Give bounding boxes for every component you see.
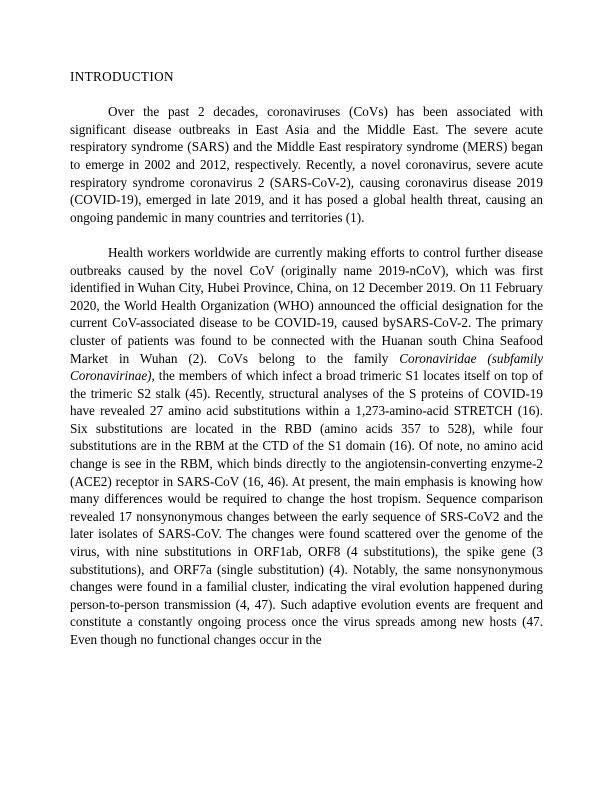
- paragraph-text-continued: the members of which infect a broad trimeric S1 locates itself on top of the trimeric S2 stalk (45). Recently, structural analyses of the S proteins of COVID-19 have revealed 27 amino acid substitutions within a 1,273-amino-acid STRETCH (16). Six substitutions are located in the RBD (amino acids 357 to 528), while four substitutions are in the RBM at the CTD of the S1 domain (16). Of note, no amino acid change is see in the RBM, which binds directly to the angiotensin-converting enzyme-2 (ACE2) receptor in SARS-CoV (16, 46). At present, the main emphasis is knowing how many differences would be required to change the host tropism. Sequence comparison revealed 17 nonsynonymous changes between the early sequence of SRS-CoV2 and the later isolates of SARS-CoV. The changes were found scattered over the genome of the virus, with nine substitutions in ORF1ab, ORF8 (4 substitutions), the spike gene (3 substitutions), and ORF7a (single substitution) (4). Notably, the same nonsynonymous changes were found in a familial cluster, indicating the viral evolution happened during person-to-person transmission (4, 47). Such adaptive evolution events are frequent and constitute a constantly ongoing process once the virus spreads among new hosts (47. Even though no functional changes occur in the: [70, 368, 543, 647]
- page-content: [70, 68, 543, 649]
- paragraph-text: Health workers worldwide are currently making efforts to control further disease outbreaks caused by the novel CoV (originally name 2019-nCoV), which was first identified in Wuhan City, Hubei Province, China, on 12 December 2019. On 11 February 2020, the World Health Organization (WHO) announced the official designation for the current CoV-associated disease to be COVID-19, caused bySARS-CoV-2. The primary cluster of patients was found to be connected with the Huanan south China Seafood Market in Wuhan (2). CoVs belong to the family: [70, 244, 543, 366]
- body-paragraph: [70, 244, 543, 649]
- paragraph-text: Over the past 2 decades, coronaviruses (CoVs) has been associated with significant disease outbreaks in East Asia and the Middle East. The severe acute respiratory syndrome (SARS) and the Middle East respiratory syndrome (MERS) began to emerge in 2002 and 2012, respectively. Recently, a novel coronavirus, severe acute respiratory syndrome coronavirus 2 (SARS-CoV-2), causing coronavirus disease 2019 (COVID-19), emerged in late 2019, and it has posed a global health threat, causing an ongoing pandemic in many countries and territories (1).: [70, 104, 543, 225]
- taxonomic-name-italic: Coronaviridae (subfamily Coronavirinae),: [70, 350, 543, 384]
- section-heading-introduction: INTRODUCTION: [70, 69, 174, 84]
- body-paragraph: [70, 103, 543, 226]
